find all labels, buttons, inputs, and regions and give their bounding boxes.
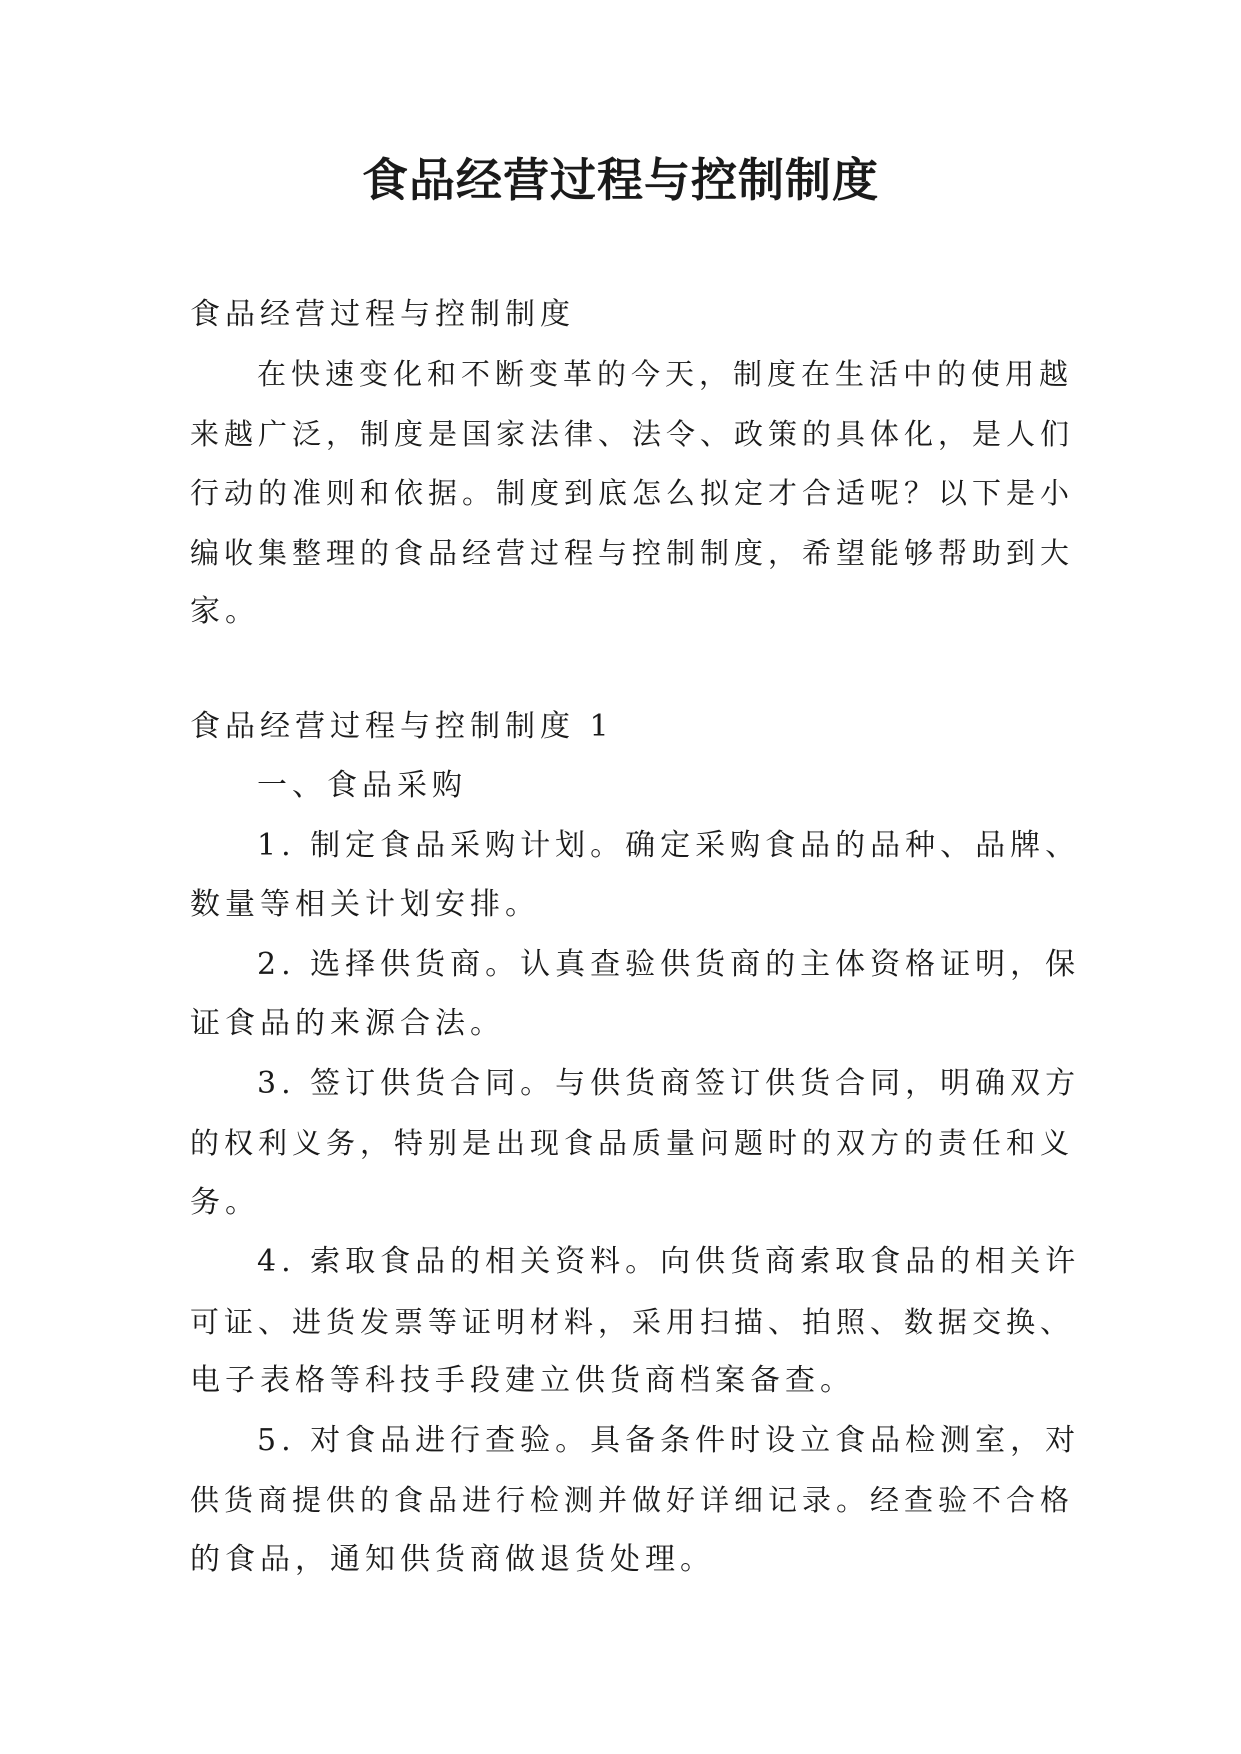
item-3-line-3: 务。 xyxy=(190,1185,260,1220)
item-1-line-1: 1. 制定食品采购计划。确定采购食品的品种、品牌、 xyxy=(257,828,1081,863)
intro-line-1: 在快速变化和不断变革的今天，制度在生活中的使用越 xyxy=(257,357,1074,391)
section-heading: 一、食品采购 xyxy=(257,768,467,803)
item-5-line-1: 5. 对食品进行查验。具备条件时设立食品检测室，对 xyxy=(257,1423,1081,1458)
item-2-line-2: 证食品的来源合法。 xyxy=(190,1006,505,1041)
heading-2: 食品经营过程与控制制度 1 xyxy=(190,709,614,744)
heading-1: 食品经营过程与控制制度 xyxy=(190,297,575,332)
item-3-line-1: 3. 签订供货合同。与供货商签订供货合同，明确双方 xyxy=(257,1066,1081,1101)
item-4-line-2: 可证、进货发票等证明材料，采用扫描、拍照、数据交换、 xyxy=(190,1305,1075,1339)
item-4-line-1: 4. 索取食品的相关资料。向供货商索取食品的相关许 xyxy=(257,1244,1081,1279)
document-title: 食品经营过程与控制制度 xyxy=(362,153,879,207)
intro-line-4: 编收集整理的食品经营过程与控制制度，希望能够帮助到大 xyxy=(190,536,1075,570)
item-5-line-3: 的食品，通知供货商做退货处理。 xyxy=(190,1542,715,1577)
item-2-line-1: 2. 选择供货商。认真查验供货商的主体资格证明，保 xyxy=(257,947,1081,982)
item-4-line-3: 电子表格等科技手段建立供货商档案备查。 xyxy=(190,1363,855,1398)
intro-line-2: 来越广泛，制度是国家法律、法令、政策的具体化，是人们 xyxy=(190,417,1075,451)
item-3-line-2: 的权利义务，特别是出现食品质量问题时的双方的责任和义 xyxy=(190,1126,1075,1160)
intro-line-3: 行动的准则和依据。制度到底怎么拟定才合适呢？以下是小 xyxy=(190,476,1075,510)
item-1-line-2: 数量等相关计划安排。 xyxy=(190,887,540,922)
item-5-line-2: 供货商提供的食品进行检测并做好详细记录。经查验不合格 xyxy=(190,1483,1075,1517)
intro-line-5: 家。 xyxy=(190,594,260,629)
